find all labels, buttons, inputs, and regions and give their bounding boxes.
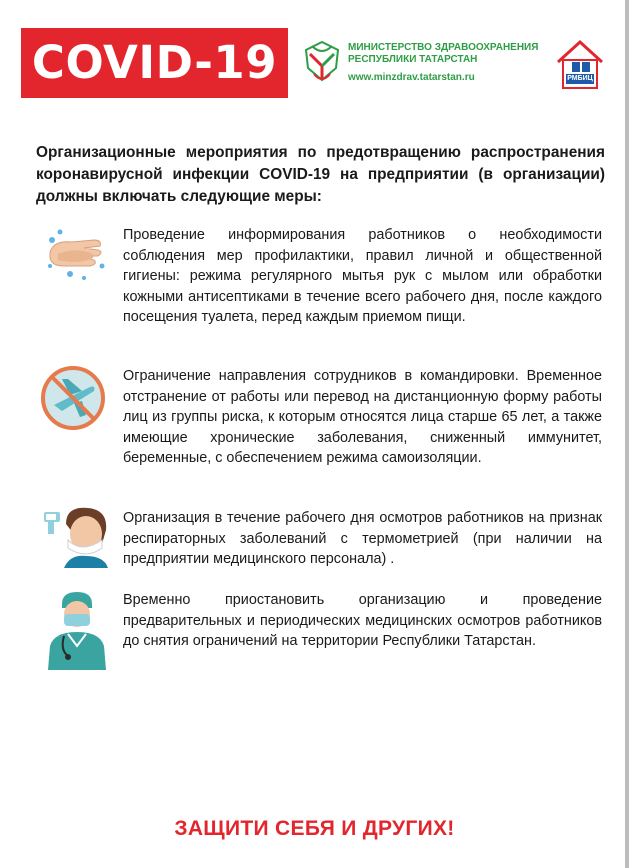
page-edge bbox=[625, 0, 629, 868]
rmbic-logo-text: РМБИЦ bbox=[567, 75, 593, 82]
no-travel-icon bbox=[40, 365, 106, 431]
thermometer-check-icon bbox=[42, 504, 110, 568]
covid-banner: COVID-19 bbox=[21, 28, 288, 98]
intro-heading: Организационные мероприятия по предотвращению распространения коронавирусной инфекции COVID-19 на предприятии (в организации) должны включать следующие меры: bbox=[36, 144, 605, 205]
measure-4-text: Временно приостановить организацию и проведение предварительных и периодических медицинских осмотров работников до снятия ограничений на территории Республики Татарстан. bbox=[123, 592, 602, 649]
measure-1-text: Проведение информирования работников о необходимости соблюдения мер профилактики, правил личной и общественной гигиены: режима регулярного мытья рук с мылом или обработки кожными антисептиками в течение всего рабочего дня, после каждого посещения туалета, перед каждым приемом пищи. bbox=[123, 227, 602, 325]
ministry-url[interactable]: www.minzdrav.tatarstan.ru bbox=[348, 72, 475, 83]
doctor-icon bbox=[46, 590, 108, 670]
ministry-logo-icon bbox=[302, 38, 342, 88]
measure-2-text: Ограничение направления сотрудников в командировки. Временное отстранение от работы или перевод на дистанционную форму работы лиц из группы риска, к которым относятся лица старше 65 лет, а также имеющие хронические заболевания, сниженный иммунитет, беременные, с обеспечением режима самоизоляции. bbox=[123, 368, 602, 466]
measure-3-text: Организация в течение рабочего дня осмотров работников на признак респираторных заболеваний с термометрией (при наличии на предприятии медицинского персонала) . bbox=[123, 510, 602, 567]
ministry-name: МИНИСТЕРСТВО ЗДРАВООХРАНЕНИЯ РЕСПУБЛИКИ ТАТАРСТАН bbox=[348, 42, 539, 65]
hand-washing-icon bbox=[44, 222, 108, 284]
slogan: ЗАЩИТИ СЕБЯ И ДРУГИХ! bbox=[174, 817, 455, 840]
